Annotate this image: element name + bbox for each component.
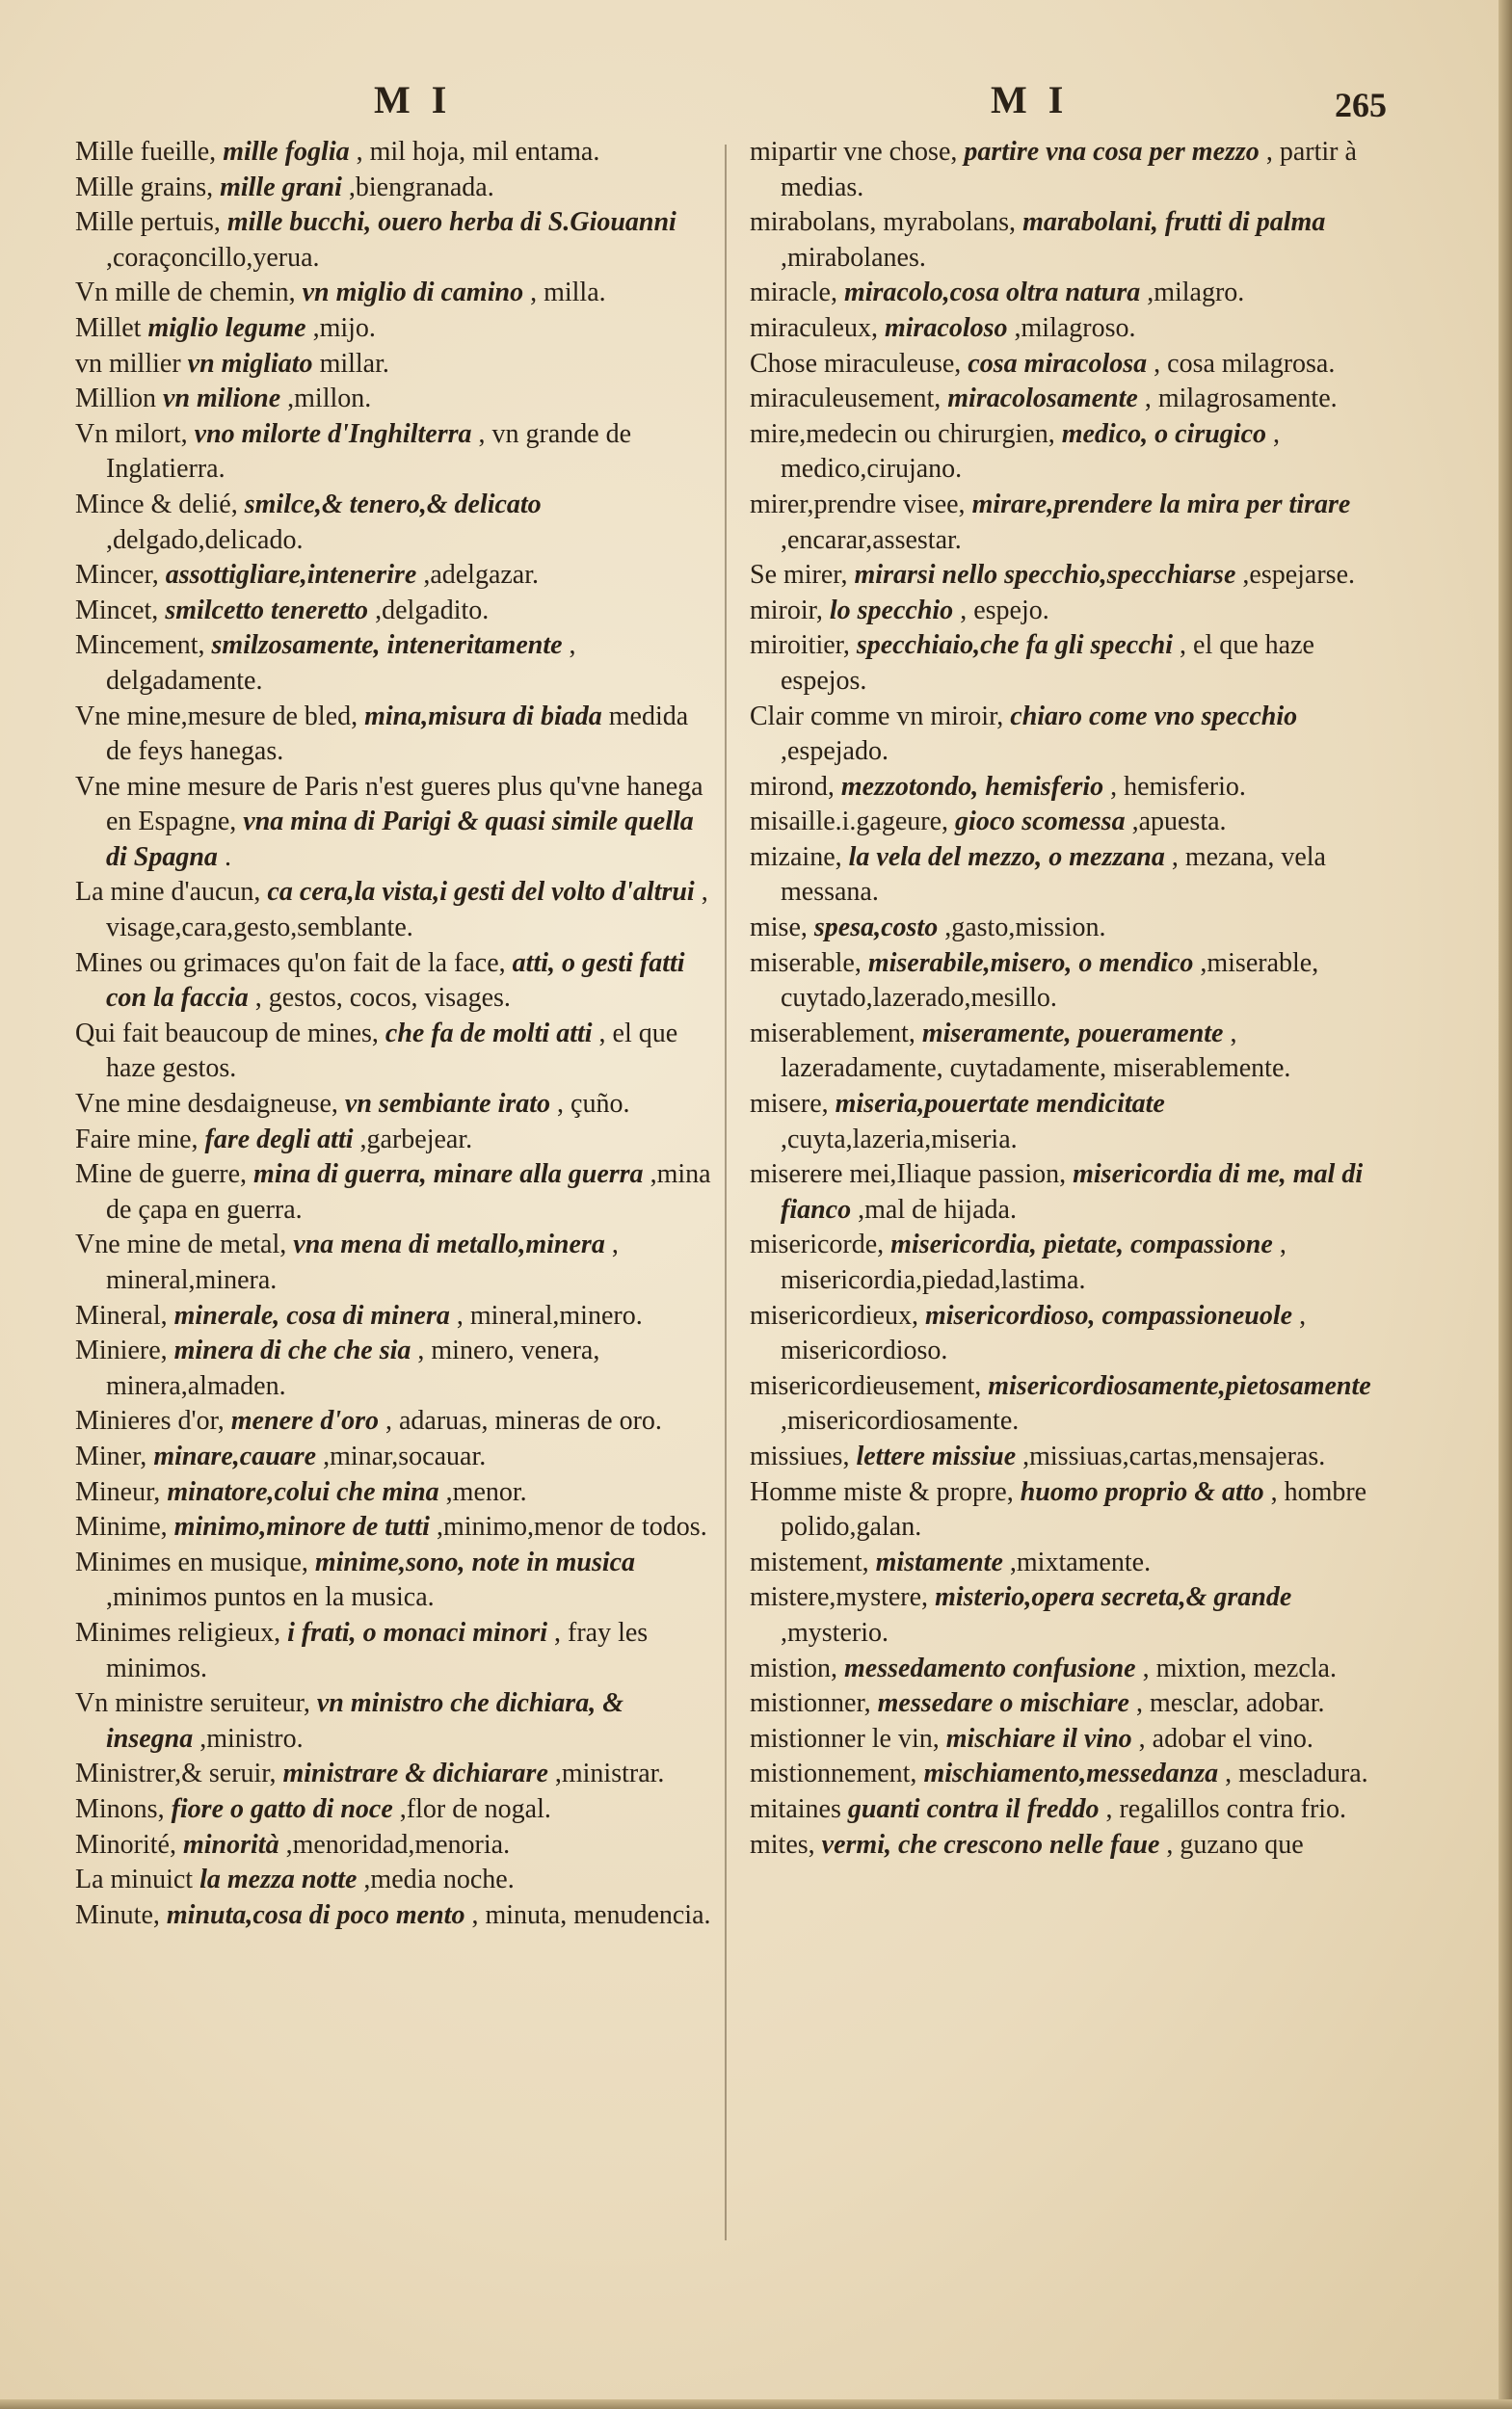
spanish-translation: ,coraçoncillo,yerua. xyxy=(106,242,320,273)
french-headword: mire,medecin ou chirurgien, xyxy=(750,418,1055,449)
french-headword: Minieres d'or, xyxy=(75,1406,225,1437)
spanish-translation: , partir à medias. xyxy=(781,137,1357,202)
spanish-translation: ,mirabolanes. xyxy=(781,242,926,273)
spanish-translation: ,mixtamente. xyxy=(1009,1547,1152,1577)
dictionary-entry xyxy=(75,382,711,417)
french-headword: Mincement, xyxy=(75,630,205,661)
spanish-translation: ,mal de hijada. xyxy=(858,1194,1017,1225)
french-headword: mirond, xyxy=(750,771,835,802)
french-headword: Vn ministre seruiteur, xyxy=(75,1688,310,1719)
italian-translation: misericordiosamente,pietosamente xyxy=(988,1370,1371,1401)
dictionary-entry xyxy=(75,875,711,945)
dictionary-entry xyxy=(75,1157,711,1228)
italian-translation: lo specchio xyxy=(829,595,954,625)
spanish-translation: , hombre polido,galan. xyxy=(781,1476,1367,1543)
dictionary-entry xyxy=(75,1546,711,1616)
french-headword: Miniere, xyxy=(75,1336,168,1366)
dictionary-entry xyxy=(75,311,711,347)
italian-translation: mille grani xyxy=(220,172,342,202)
italian-translation: mistamente xyxy=(875,1547,1003,1577)
dictionary-entry xyxy=(75,1087,711,1123)
dictionary-entry xyxy=(75,347,711,383)
spanish-translation: , delgadamente. xyxy=(106,630,576,696)
spanish-translation: , misericordioso. xyxy=(781,1300,1307,1366)
spanish-translation: ,ministrar. xyxy=(554,1759,665,1789)
page-edge-bottom xyxy=(0,2399,1512,2409)
dictionary-entry xyxy=(75,1757,711,1792)
spanish-translation: ,media noche. xyxy=(363,1865,515,1895)
italian-translation: messedare o mischiare xyxy=(877,1688,1129,1719)
spanish-translation: ,minimos puntos en la musica. xyxy=(106,1582,435,1613)
french-headword: mistionner le vin, xyxy=(750,1723,940,1754)
dictionary-entry xyxy=(75,1510,711,1546)
italian-translation: assottigliare,intenerire xyxy=(165,560,417,591)
french-headword: Se mirer, xyxy=(750,560,848,591)
french-headword: Mille grains, xyxy=(75,172,214,202)
dictionary-entry xyxy=(750,205,1386,276)
french-headword: Minorité, xyxy=(75,1829,176,1860)
dictionary-entry xyxy=(75,1686,711,1757)
spanish-translation: , mesclar, adobar. xyxy=(1135,1688,1325,1719)
dictionary-entry xyxy=(75,700,711,770)
french-headword: Minute, xyxy=(75,1899,160,1930)
spanish-translation: ,delgado,delicado. xyxy=(106,524,304,555)
dictionary-entry xyxy=(75,417,711,488)
french-headword: Vne mine de metal, xyxy=(75,1230,287,1260)
french-headword: Vn mille de chemin, xyxy=(75,278,296,308)
french-headword: mirer,prendre visee, xyxy=(750,489,966,519)
italian-translation: minera di che che sia xyxy=(173,1336,411,1366)
dictionary-entry xyxy=(750,1828,1386,1864)
french-headword: Qui fait beaucoup de mines, xyxy=(75,1018,379,1048)
italian-translation: i frati, o monaci minori xyxy=(287,1617,548,1648)
italian-translation: gioco scomessa xyxy=(955,807,1126,837)
spanish-translation: ,flor de nogal. xyxy=(399,1793,551,1824)
spanish-translation: , minuta, menudencia. xyxy=(471,1899,711,1930)
italian-translation: minerale, cosa di minera xyxy=(173,1300,450,1331)
dictionary-entry xyxy=(750,911,1386,946)
spanish-translation: , adobar el vino. xyxy=(1138,1723,1313,1754)
spanish-translation: ,milagroso. xyxy=(1014,312,1136,343)
dictionary-entry xyxy=(750,1369,1386,1440)
italian-translation: vermi, che crescono nelle faue xyxy=(821,1829,1160,1860)
french-headword: Millet xyxy=(75,312,142,343)
dictionary-entry xyxy=(75,1334,711,1404)
dictionary-entry xyxy=(750,382,1386,417)
spanish-translation: ,menor. xyxy=(445,1476,527,1507)
french-headword: Miner, xyxy=(75,1441,147,1471)
italian-translation: misericordia di me, mal di fianco xyxy=(781,1159,1364,1225)
italian-translation: fiore o gatto di noce xyxy=(171,1793,393,1824)
italian-translation: ca cera,la vista,i gesti del volto d'altrui xyxy=(267,877,695,908)
spanish-translation: ,miserable, cuytado,lazerado,mesillo. xyxy=(781,947,1319,1014)
dictionary-entry xyxy=(750,135,1386,205)
french-headword: Vne mine desdaigneuse, xyxy=(75,1089,338,1120)
italian-translation: mina di guerra, minare alla guerra xyxy=(253,1159,644,1190)
italian-translation: cosa miracolosa xyxy=(968,348,1148,379)
italian-translation: mirare,prendere la mira per tirare xyxy=(971,489,1351,519)
italian-translation: miseramente, poueramente xyxy=(921,1018,1224,1048)
spanish-translation: ,milagro. xyxy=(1147,278,1245,308)
french-headword: Minime, xyxy=(75,1512,168,1543)
spanish-translation: , visage,cara,gesto,semblante. xyxy=(106,877,708,943)
italian-translation: miseria,pouertate mendicitate xyxy=(835,1089,1165,1120)
spanish-translation: ,minar,socauar. xyxy=(323,1441,487,1471)
dictionary-entry xyxy=(75,770,711,876)
italian-translation: lettere missiue xyxy=(856,1441,1017,1471)
dictionary-entry xyxy=(75,1123,711,1158)
spanish-translation: , el que haze gestos. xyxy=(106,1018,678,1084)
dictionary-entry xyxy=(750,1686,1386,1722)
spanish-translation: , mixtion, mezcla. xyxy=(1142,1653,1337,1683)
french-headword: misaille.i.gageure, xyxy=(750,807,949,837)
column-divider xyxy=(725,145,727,2240)
dictionary-entry xyxy=(750,417,1386,488)
french-headword: mistionnement, xyxy=(750,1759,917,1789)
french-headword: miserable, xyxy=(750,947,862,978)
spanish-translation: , lazeradamente, cuytadamente, miserablemente. xyxy=(781,1018,1291,1084)
french-headword: Mince & delié, xyxy=(75,489,238,519)
italian-translation: vn miglio di camino xyxy=(302,278,524,308)
italian-translation: vn sembiante irato xyxy=(344,1089,551,1120)
spanish-translation: . xyxy=(224,841,231,872)
italian-translation: mischiamento,messedanza xyxy=(923,1759,1219,1789)
dictionary-entry xyxy=(75,1440,711,1475)
page-edge-right xyxy=(1499,0,1512,2409)
italian-translation: la mezza notte xyxy=(199,1865,358,1895)
french-headword: missiues, xyxy=(750,1441,850,1471)
french-headword: miroitier, xyxy=(750,630,850,661)
french-headword: mistion, xyxy=(750,1653,838,1683)
spanish-translation: ,encarar,assestar. xyxy=(781,524,962,555)
dictionary-entry xyxy=(750,558,1386,594)
dictionary-entry xyxy=(75,1863,711,1898)
italian-translation: vn ministro che dichiara, & insegna xyxy=(106,1688,623,1754)
spanish-translation: , mezana, vela messana. xyxy=(781,841,1326,908)
spanish-translation: , mil hoja, mil entama. xyxy=(356,137,600,167)
italian-translation: specchiaio,che fa gli specchi xyxy=(856,630,1174,661)
italian-translation: atti, o gesti fatti con la faccia xyxy=(106,947,685,1014)
dictionary-entry xyxy=(75,1475,711,1511)
italian-translation: misterio,opera secreta,& grande xyxy=(935,1582,1292,1613)
spanish-translation: ,mysterio. xyxy=(781,1617,889,1648)
spanish-translation: ,cuyta,lazeria,miseria. xyxy=(781,1124,1018,1154)
spanish-translation: ,missiuas,cartas,mensajeras. xyxy=(1022,1441,1326,1471)
french-headword: Clair comme vn miroir, xyxy=(750,701,1004,731)
italian-translation: smilcetto teneretto xyxy=(165,595,369,625)
spanish-translation: ,minimo,menor de todos. xyxy=(436,1512,707,1543)
french-headword: mistement, xyxy=(750,1547,869,1577)
dictionary-entry xyxy=(750,1299,1386,1369)
dictionary-entry xyxy=(75,1828,711,1864)
french-headword: vn millier xyxy=(75,348,181,379)
dictionary-entry xyxy=(750,488,1386,558)
french-headword: mistionner, xyxy=(750,1688,871,1719)
french-headword: mirabolans, myrabolans, xyxy=(750,207,1017,238)
french-headword: Ministrer,& seruir, xyxy=(75,1759,277,1789)
dictionary-entry xyxy=(750,1087,1386,1157)
spanish-translation: millar. xyxy=(319,348,389,379)
dictionary-entry xyxy=(750,1792,1386,1828)
italian-translation: minimo,minore de tutti xyxy=(173,1512,430,1543)
dictionary-entry xyxy=(750,628,1386,699)
dictionary-entry xyxy=(750,805,1386,840)
italian-translation: mischiare il vino xyxy=(945,1723,1132,1754)
italian-translation: miracoloso xyxy=(884,312,1008,343)
italian-translation: la vela del mezzo, o mezzana xyxy=(848,841,1165,872)
french-headword: La minuict xyxy=(75,1865,194,1895)
spanish-translation: ,delgadito. xyxy=(375,595,490,625)
italian-translation: ministrare & dichiarare xyxy=(282,1759,548,1789)
french-headword: La mine d'aucun, xyxy=(75,877,261,908)
spanish-translation: , mescladura. xyxy=(1225,1759,1368,1789)
italian-translation: vno milorte d'Inghilterra xyxy=(194,418,472,449)
spanish-translation: ,menoridad,menoria. xyxy=(285,1829,511,1860)
dictionary-entry xyxy=(750,1157,1386,1228)
spanish-translation: , minero, venera, minera,almaden. xyxy=(106,1336,600,1401)
french-headword: miracle, xyxy=(750,278,837,308)
spanish-translation: ,espejarse. xyxy=(1242,560,1355,591)
italian-translation: miglio legume xyxy=(147,312,306,343)
french-headword: mitaines xyxy=(750,1793,841,1824)
french-headword: mise, xyxy=(750,913,808,943)
french-headword: misericordieusement, xyxy=(750,1370,982,1401)
spanish-translation: , medico,cirujano. xyxy=(781,418,1281,485)
italian-translation: vn milione xyxy=(163,384,281,414)
spanish-translation: , hemisferio. xyxy=(1110,771,1246,802)
french-headword: Vne mine,mesure de bled, xyxy=(75,701,358,731)
french-headword: Mille fueille, xyxy=(75,137,217,167)
italian-translation: mezzotondo, hemisferio xyxy=(840,771,1104,802)
dictionary-entry xyxy=(75,558,711,594)
french-headword: Minimes en musique, xyxy=(75,1547,308,1577)
dictionary-entry xyxy=(750,946,1386,1017)
french-headword: miraculeusement, xyxy=(750,384,942,414)
italian-translation: minime,sono, note in musica xyxy=(314,1547,636,1577)
french-headword: misere, xyxy=(750,1089,829,1120)
spanish-translation: ,biengranada. xyxy=(348,172,494,202)
dictionary-entry xyxy=(750,1017,1386,1087)
spanish-translation: , vn grande de Inglatierra. xyxy=(106,418,632,485)
dictionary-entry xyxy=(750,594,1386,629)
italian-translation: medico, o cirugico xyxy=(1061,418,1267,449)
spanish-translation: ,garbejear. xyxy=(359,1124,473,1154)
spanish-translation: ,adelgazar. xyxy=(423,560,540,591)
spanish-translation: ,apuesta. xyxy=(1131,807,1227,837)
french-headword: misericordieux, xyxy=(750,1300,918,1331)
italian-translation: smilzosamente, inteneritamente xyxy=(211,630,563,661)
page-header-left: M I xyxy=(374,78,453,121)
french-headword: Vn milort, xyxy=(75,418,188,449)
spanish-translation: , adaruas, mineras de oro. xyxy=(385,1406,662,1437)
spanish-translation: ,mina de çapa en guerra. xyxy=(106,1159,711,1225)
french-headword: mites, xyxy=(750,1829,815,1860)
spanish-translation: , fray les minimos. xyxy=(106,1617,649,1683)
spanish-translation: , guzano que xyxy=(1166,1829,1304,1860)
spanish-translation: , gestos, cocos, visages. xyxy=(254,983,511,1014)
italian-translation: mina,misura di biada xyxy=(364,701,602,731)
french-headword: Faire mine, xyxy=(75,1124,199,1154)
spanish-translation: , espejo. xyxy=(960,595,1049,625)
spanish-translation: , el que haze espejos. xyxy=(781,630,1314,696)
spanish-translation: ,misericordiosamente. xyxy=(781,1406,1020,1437)
french-headword: Minimes religieux, xyxy=(75,1617,281,1648)
italian-translation: miracolosamente xyxy=(947,384,1138,414)
italian-translation: minatore,colui che mina xyxy=(167,1476,439,1507)
dictionary-entry xyxy=(75,1792,711,1828)
italian-translation: chiaro come vno specchio xyxy=(1010,701,1298,731)
dictionary-entry xyxy=(750,311,1386,347)
italian-translation: smilce,& tenero,& delicato xyxy=(244,489,542,519)
page-number: 265 xyxy=(1335,86,1387,124)
italian-translation: partire vna cosa per mezzo xyxy=(964,137,1260,167)
spanish-translation: , milagrosamente. xyxy=(1144,384,1338,414)
french-headword: Minons, xyxy=(75,1793,165,1824)
italian-translation: huomo proprio & atto xyxy=(1020,1476,1264,1507)
italian-translation: mille foglia xyxy=(223,137,350,167)
dictionary-entry xyxy=(75,1616,711,1686)
french-headword: miroir, xyxy=(750,595,823,625)
italian-translation: miserabile,misero, o mendico xyxy=(867,947,1194,978)
dictionary-entry xyxy=(75,946,711,1017)
italian-translation: che fa de molti atti xyxy=(385,1018,593,1048)
dictionary-entry xyxy=(75,488,711,558)
spanish-translation: , çuño. xyxy=(557,1089,630,1120)
dictionary-entry xyxy=(75,205,711,276)
spanish-translation: , cosa milagrosa. xyxy=(1154,348,1336,379)
dictionary-entry xyxy=(750,770,1386,806)
french-headword: mistere,mystere, xyxy=(750,1582,929,1613)
french-headword: miserere mei,Iliaque passion, xyxy=(750,1159,1067,1190)
italian-translation: vna mena di metallo,minera xyxy=(293,1230,605,1260)
spanish-translation: , misericordia,piedad,lastima. xyxy=(781,1230,1287,1295)
italian-translation: vn migliato xyxy=(187,348,313,379)
dictionary-entry xyxy=(750,1228,1386,1298)
right-column xyxy=(750,135,1386,1863)
spanish-translation: , mineral,minero. xyxy=(456,1300,643,1331)
italian-translation: messedamento confusione xyxy=(844,1653,1136,1683)
french-headword: Mincer, xyxy=(75,560,159,591)
french-headword: Homme miste & propre, xyxy=(750,1476,1014,1507)
dictionary-entry xyxy=(75,594,711,629)
french-headword: Mineur, xyxy=(75,1476,161,1507)
dictionary-entry xyxy=(750,1722,1386,1758)
dictionary-entry xyxy=(750,1440,1386,1475)
dictionary-entry xyxy=(75,1404,711,1440)
dictionary-entry xyxy=(750,1652,1386,1687)
french-headword: miraculeux, xyxy=(750,312,878,343)
dictionary-entry xyxy=(75,628,711,699)
italian-translation: mirarsi nello specchio,specchiarse xyxy=(854,560,1236,591)
dictionary-entry xyxy=(750,840,1386,911)
french-headword: mizaine, xyxy=(750,841,842,872)
italian-translation: guanti contra il freddo xyxy=(847,1793,1100,1824)
dictionary-entry xyxy=(750,276,1386,311)
italian-translation: misericordia, pietate, compassione xyxy=(890,1230,1273,1260)
french-headword: Chose miraculeuse, xyxy=(750,348,962,379)
italian-translation: minare,cauare xyxy=(153,1441,317,1471)
spanish-translation: , milla. xyxy=(530,278,606,308)
italian-translation: minuta,cosa di poco mento xyxy=(166,1899,465,1930)
dictionary-entry xyxy=(750,1757,1386,1792)
left-column xyxy=(75,135,711,1933)
dictionary-entry xyxy=(75,1017,711,1087)
dictionary-entry xyxy=(750,700,1386,770)
french-headword: Million xyxy=(75,384,157,414)
french-headword: Mineral, xyxy=(75,1300,168,1331)
italian-translation: menere d'oro xyxy=(230,1406,379,1437)
dictionary-entry xyxy=(750,1546,1386,1581)
italian-translation: vna mina di Parigi & quasi simile quella di Spagna xyxy=(106,807,694,872)
french-headword: miserablement, xyxy=(750,1018,915,1048)
italian-translation: spesa,costo xyxy=(813,913,939,943)
spanish-translation: ,ministro. xyxy=(199,1723,304,1754)
french-headword: mipartir vne chose, xyxy=(750,137,958,167)
spanish-translation: , mineral,minera. xyxy=(106,1230,619,1295)
french-headword: Mille pertuis, xyxy=(75,207,221,238)
page-header-right: M I xyxy=(991,78,1070,121)
dictionary-entry xyxy=(750,1475,1386,1546)
dictionary-entry xyxy=(750,347,1386,383)
dictionary-entry xyxy=(75,1898,711,1934)
dictionary-entry xyxy=(75,135,711,171)
dictionary-entry xyxy=(75,1299,711,1335)
dictionary-entry xyxy=(75,1228,711,1298)
spanish-translation: ,millon. xyxy=(287,384,372,414)
french-headword: Mincet, xyxy=(75,595,159,625)
spanish-translation: ,gasto,mission. xyxy=(944,913,1106,943)
spanish-translation: ,espejado. xyxy=(781,736,889,767)
dictionary-entry xyxy=(75,276,711,311)
spanish-translation: medida de feys hanegas. xyxy=(106,701,689,767)
dictionary-entry xyxy=(750,1580,1386,1651)
italian-translation: minorità xyxy=(183,1829,279,1860)
dictionary-entry xyxy=(75,171,711,206)
french-headword: Mine de guerre, xyxy=(75,1159,248,1190)
spanish-translation: , regalillos contra frio. xyxy=(1105,1793,1347,1824)
italian-translation: mille bucchi, ouero herba di S.Giouanni xyxy=(226,207,676,238)
italian-translation: marabolani, frutti di palma xyxy=(1022,207,1326,238)
french-headword: misericorde, xyxy=(750,1230,885,1260)
french-headword: Mines ou grimaces qu'on fait de la face, xyxy=(75,947,506,978)
italian-translation: fare degli atti xyxy=(204,1124,354,1154)
italian-translation: misericordioso, compassioneuole xyxy=(924,1300,1293,1331)
italian-translation: miracolo,cosa oltra natura xyxy=(843,278,1141,308)
french-headword: Vne mine mesure de Paris n'est gueres plus qu'vne hanega en Espagne, xyxy=(75,771,703,837)
spanish-translation: ,mijo. xyxy=(312,312,376,343)
